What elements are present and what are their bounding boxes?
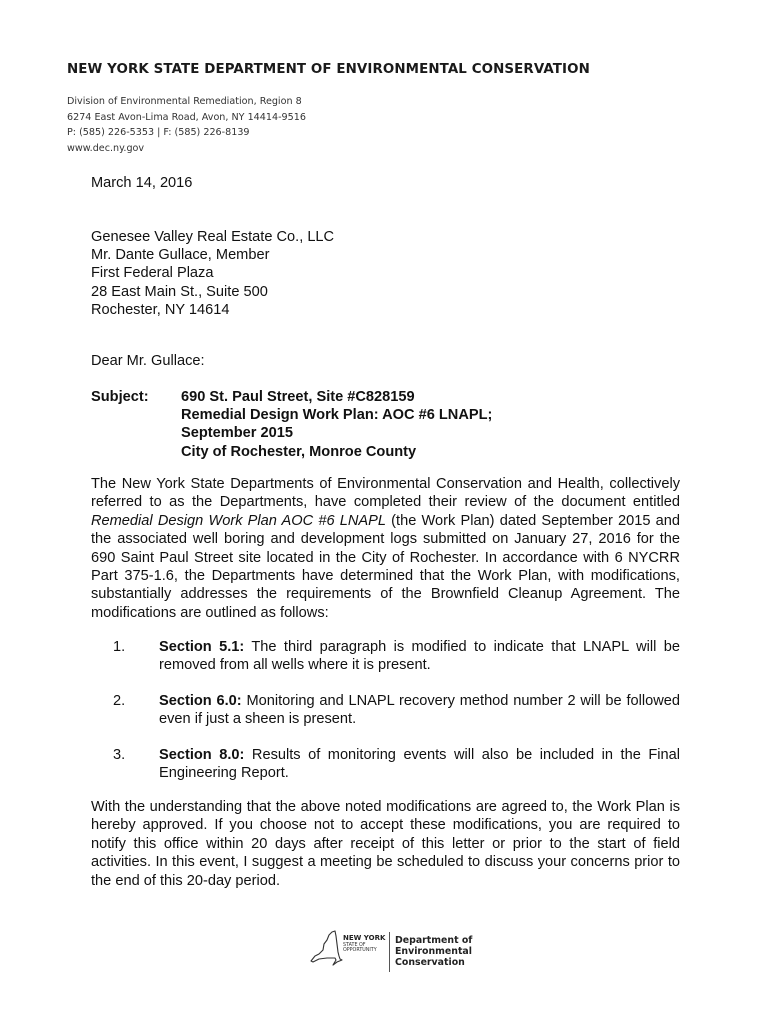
modification-text [159,692,680,729]
review-paragraph [91,475,680,622]
modification-number: 3. [113,747,126,763]
subject-site: 690 St. Paul Street, Site #C828159 [181,389,415,405]
dept-wordmark [395,935,472,968]
website-link[interactable]: www.dec.ny.gov [67,142,145,154]
modification-text [159,638,680,675]
dec-footer-logo [309,928,479,974]
approval-paragraph: With the understanding that the above noted modifications are agreed to, the Work Plan is hereby approved. If you choose not to accept these modifications, you are required to notify this office within 20 days after receipt of this letter or prior to the start of field activities. In this event, I suggest a meeting be scheduled to discuss your concerns prior to the end of this 20-day period. [91,799,680,889]
subject-date: September 2015 [181,425,293,442]
dept-line3: Conservation [395,957,465,968]
recipient-address [91,228,334,319]
letter-date: March 14, 2016 [91,175,193,191]
review-paragraph-end: (the Work Plan) dated September 2015 and the associated well boring and development logs submitted on January 27, 2016 for the 690 Saint Paul Street site located in the City of Rochester. In accordance with 6 NYCRR Part 375-1.6, the Departments have determined that the Work Plan, with modifications, substantially addresses the requirements of the Brownfield Cleanup Agreement. The modifications are outlined as follows: [91,512,680,621]
subject-label: Subject: [91,389,149,405]
modification-text [159,746,680,783]
dept-line1: Department of [395,935,473,946]
dept-line2: Environmental [395,946,472,957]
salutation: Dear Mr. Gullace: [91,353,205,369]
modification-number: 2. [113,693,126,709]
modification-number: 1. [113,639,126,655]
subject-location: City of Rochester, Monroe County [181,443,417,460]
recipient-city: Rochester, NY 14614 [91,301,230,318]
nys-tagline [343,943,377,953]
nys-tagline-line1: STATE OF [343,943,366,948]
recipient-name: Mr. Dante Gullace, Member [91,247,270,264]
modification-description: Results of monitoring events will also be included in the Final Engineering Report. [159,747,680,782]
review-paragraph-start: The New York State Departments of Environmental Conservation and Health, collectively referred to as the Departments, have completed their review of the document entitled [91,476,680,511]
nys-tagline-line2: OPPORTUNITY [343,948,377,954]
recipient-street: 28 East Main St., Suite 500 [91,283,268,300]
division-name: Division of Environmental Remediation, Region 8 [67,96,302,107]
subject-lines [181,388,492,461]
recipient-building: First Federal Plaza [91,265,214,282]
modification-section: Section 8.0: [159,747,245,763]
phone-fax: P: (585) 226-5353 | F: (585) 226-8139 [67,127,250,138]
modification-description: Monitoring and LNAPL recovery method number 2 will be followed even if just a sheen is present. [159,693,680,728]
street-address: 6274 East Avon-Lima Road, Avon, NY 14414-9516 [67,111,306,123]
subject-document: Remedial Design Work Plan: AOC #6 LNAPL; [181,407,493,424]
recipient-company: Genesee Valley Real Estate Co., LLC [91,229,335,245]
logo-divider [389,932,390,972]
agency-name: NEW YORK STATE DEPARTMENT OF ENVIRONMENTAL CONSERVATION [67,62,590,77]
modification-description: The third paragraph is modified to indicate that LNAPL will be removed from all wells where it is present. [159,639,680,674]
new-york-state-map-icon [309,928,343,968]
modification-section: Section 5.1: [159,639,245,655]
document-title: Remedial Design Work Plan AOC #6 LNAPL [91,512,386,529]
modification-section: Section 6.0: [159,693,242,709]
nys-wordmark: NEW YORK [343,934,386,942]
letterhead-address-block [67,94,306,156]
